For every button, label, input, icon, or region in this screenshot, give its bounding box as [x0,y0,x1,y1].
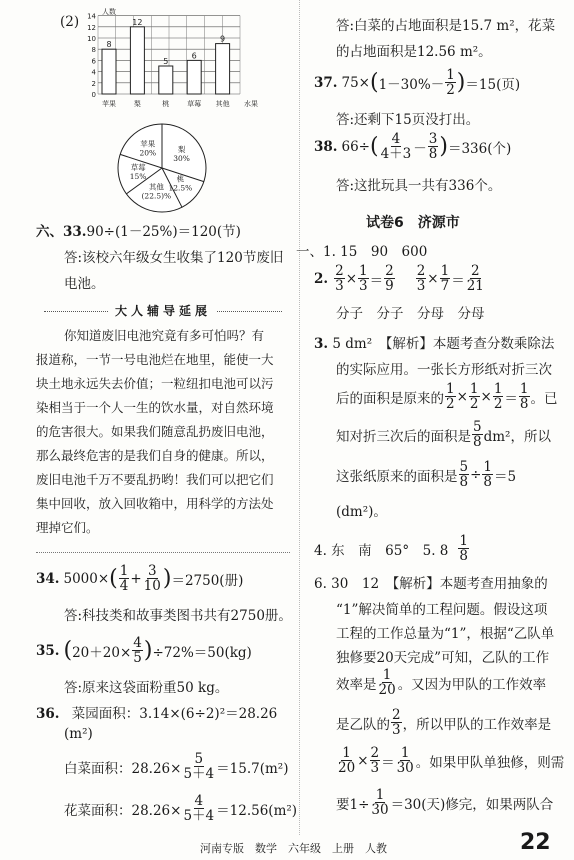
q37-line [314,68,520,97]
p6-line7: $\frac{1}{20}$ × $\frac{2}{3}$ ＝ $\frac{1}{30}$ 。如果甲队单独修，则需 [338,745,565,777]
numerator: 1 [446,381,455,397]
denominator: 21 [466,278,484,295]
pie-slice-name: 桃 [176,174,185,184]
q36-answer-line1: 答:白菜的占地面积是15.7 m²，花菜 [336,18,556,34]
p6-text8a: 要1÷ [336,796,370,813]
p4-line [314,534,470,563]
bar [187,60,201,94]
numerator: 1 [446,67,455,83]
denominator: 10 [143,578,161,595]
denominator: 3 [416,278,426,295]
p3-text4a: 知对折三次后的面积是 [336,428,471,445]
denominator: 5＋4 [183,766,215,783]
bar-value-label: 9 [220,34,226,44]
frac-half [493,382,504,411]
p3-line1 [314,332,554,352]
numerator: 1 [519,381,529,397]
numerator: 1 [440,263,450,279]
denominator: 30 [371,802,389,819]
x-tick-label: 草莓 [187,100,202,108]
section-divider [36,552,290,553]
denominator: 8 [473,434,482,451]
q36-cauliflower-part-a: 花菜面积：28.26× [64,802,182,819]
frac-1-20 [378,668,397,697]
times-sign: × [345,270,357,287]
denominator: 4 [119,578,129,595]
plus-sign: + [130,570,142,587]
p2-number: 2. [314,270,329,287]
denominator: 2 [446,396,455,413]
paren-open: ( [370,69,379,95]
frac-1-8 [482,460,493,489]
frac-5-8 [472,420,483,449]
p6-text6a: 是乙队的 [336,716,390,733]
denominator: 7 [440,278,450,295]
para-line: 那么最终危害的是我们自身的健康。所以， [36,448,274,463]
equals-sign: ＝ [451,272,465,289]
q34-answer: 答:科技类和故事类图书共有2750册。 [64,608,292,624]
q36-line1 [36,702,277,722]
bar-value-label: 8 [106,40,112,50]
pie-slice-name: 苹果 [140,139,156,149]
bar-value-label: 5 [163,57,169,66]
q36-cauliflower-fraction [182,794,215,823]
q36-cabbage-fraction [182,752,215,781]
pie-slice-percent: 30% [173,153,190,163]
numerator: 4 [391,131,401,147]
denominator: 3 [335,278,344,295]
x-tick-label: 水果 [244,100,258,108]
p6-line3: 工程的工作总量为“1”，根据“乙队单 [336,626,555,642]
page-number: 22 [520,830,551,855]
q34-number: 34. [36,570,60,587]
p3-line5: 这张纸原来的面积是 $\frac{5}{8}$ ÷ $\frac{1}{8}$ ＝5 [336,459,517,491]
y-tick-label: 0 [91,91,96,99]
q33-expression: 90÷(1－25%)＝120(节) [86,224,241,240]
frac-2-3 [370,746,381,775]
bar [216,44,230,94]
p3-line3: 后的面积是原来的 $\frac{1}{2}$ × $\frac{1}{2}$ × $\frac{1}{2}$ ＝ $\frac{1}{8}$ 。已 [336,381,558,413]
p2-answers: 分子 分子 分母 分母 [336,306,485,322]
frac-2-3 [391,708,402,737]
p3-line2: 的实际应用。一张长方形纸对折三次 [336,362,552,378]
bar [102,49,116,94]
q34-part-b: ＝2750(册) [171,572,244,589]
pie-slice-percent: (22.5)% [141,191,172,201]
pie-slice-percent: 12.5% [168,183,193,193]
p2-frac-d [416,264,427,293]
equals-sign: ＝ [369,272,384,289]
p6-line5 [336,668,546,697]
p6-line1: 6. 30 12 【解析】本题考查用抽象的 [314,576,548,592]
footer [0,830,574,860]
numerator: 2 [370,745,380,761]
y-tick-label: 12 [87,23,96,32]
paper-title: 试卷6 济源市 [366,215,460,231]
bar-value-label: 6 [191,51,197,61]
para-line: 块土地永远失去价值；一粒纽扣电池可以污 [36,376,274,391]
numerator: 1 [382,667,392,683]
q36-cauliflower-part-b: ＝12.56(m²) [216,802,298,819]
p3-text3a: 后的面积是原来的 [336,390,444,407]
denominator: 2 [469,396,479,413]
q36-unit: (m²) [64,726,93,742]
y-tick-label: 14 [87,12,96,21]
q37-part-c: ＝15(页) [465,76,521,93]
x-tick-label: 桃 [162,100,170,108]
p4-text: 4. 东 南 65° 5. 8 [314,542,449,559]
pie-slice-percent: 15% [129,171,147,181]
footer-text: 河南专版 数学 六年级 上册 人教 [200,842,387,855]
denominator: 5＋4 [183,808,215,825]
numerator: 2 [392,707,401,723]
denominator: 8 [459,474,469,491]
paren-open: ( [370,133,379,159]
numerator: 2 [335,263,344,279]
q2-label: (2) [60,14,80,30]
pie-chart-svg [112,118,212,218]
pie-slice-percent: 20% [139,148,157,158]
x-tick-label: 苹果 [102,100,116,108]
q33-answer-line1: 答:该校六年级女生收集了120节废旧 [64,250,284,266]
minus-sign: － [413,140,427,157]
para-line: 废旧电池千万不要乱扔哟！我们可以把它们 [36,472,274,487]
p3-line6: (dm²)。 [336,504,387,520]
numerator: 1 [359,263,368,279]
p2-frac-c [384,264,395,293]
frac-1-30 [370,788,389,817]
x-tick-label: 梨 [133,100,141,108]
numerator: 5 [194,751,204,767]
q35-number: 35. [36,642,60,659]
pie-slice-name: 梨 [177,144,186,154]
q35-fraction [132,636,143,665]
p2-frac-b [358,264,369,293]
frac-half [445,382,456,411]
q34-fraction2 [143,564,162,593]
denominator: 3 [359,278,368,295]
p6-text5b: 。又因为甲队的工作效率 [397,676,547,693]
p3-text3b: 。已 [530,390,558,407]
para-line: 你知道废旧电池究竟有多可怕吗？有 [64,328,265,343]
q38-answer: 答:这批玩具一共有336个。 [336,178,502,194]
denominator: 20 [378,682,396,699]
q33-answer-line2: 电池。 [64,276,105,292]
q37-answer: 答:还剩下15页没打出。 [336,112,480,128]
p6-line6 [336,708,551,737]
q36-cauliflower-line [64,794,297,823]
denominator: 2 [493,396,503,413]
q34-fraction1 [119,564,130,593]
q38-fraction1 [380,132,413,161]
numerator: 2 [470,263,480,279]
numerator: 1 [342,745,351,761]
y-tick-label: 10 [87,35,96,43]
paren-close: ) [456,69,466,95]
q36-cabbage-part-b: ＝15.7(m²) [216,760,289,777]
q34-line [36,564,243,593]
p6-text5a: 效率是 [336,676,377,693]
numerator: 4 [133,635,142,651]
paren-open: ( [63,637,73,663]
numerator: 1 [493,381,503,397]
q37-fraction [445,68,456,97]
q38-line [314,132,511,161]
paren-open: ( [109,565,118,591]
times-sign: × [427,270,439,287]
pie-chart [112,118,212,218]
pie-slice-name: 其他 [148,182,164,192]
p6-line2: “1”解决简单的工程问题。假设这项 [336,602,548,618]
q35-line [36,636,252,665]
para-line: 理掉它们。 [36,520,99,535]
q37-part-a: 75× [341,74,370,91]
q38-part-c: ＝336(个) [447,140,512,157]
q38-number: 38. [314,138,338,155]
denominator: 9 [385,278,394,295]
frac-eighth [519,382,530,411]
y-tick-label: 2 [91,79,96,88]
denominator: 20 [338,760,356,777]
p2-frac-e [440,264,451,293]
section-header [36,304,290,318]
paren-close: ) [143,637,153,663]
q36-cabbage-line [64,752,288,781]
p2-frac-f [466,264,485,293]
section-title: 大人辅导延展 [109,302,217,319]
q33-prefix: 六、33. [36,224,87,240]
q34-part-a: 5000× [63,570,110,587]
q36-cabbage-part-a: 白菜面积：28.26× [64,760,182,777]
p2-line [314,264,486,293]
q36-garden-area: 菜园面积：3.14×(6÷2)²＝28.26 [71,706,278,722]
denominator: 2 [446,82,455,99]
para-line: 集中回收，放入回收箱中，用科学的方法处 [36,496,274,511]
pie-slice-name: 草莓 [130,162,146,172]
q33-line [36,220,241,240]
p3-text4b: dm²，所以 [483,428,551,445]
numerator: 1 [483,459,492,475]
numerator: 5 [459,459,469,475]
p6-text8b: ＝30(天)修完，如果两队合 [390,796,554,813]
bar-value-label: 12 [132,17,143,27]
p3-number: 3. [314,336,329,352]
para-line: 报道称，一节一号电池烂在地里，能使一大 [36,352,274,367]
numerator: 1 [119,563,129,579]
denominator: 30 [396,760,414,777]
frac-1-8 [458,534,469,563]
p6-text6b: ，所以甲队的工作效率是 [402,716,552,733]
y-tick-label: 6 [91,57,96,66]
denominator: 3 [392,722,401,739]
column-divider [299,0,300,835]
frac-1-30 [396,746,415,775]
denominator: 5 [133,650,142,667]
bar-chart-svg [86,8,266,118]
numerator: 4 [194,793,204,809]
numerator: 3 [428,131,438,147]
numerator: 3 [147,563,157,579]
numerator: 5 [473,419,482,435]
numerator: 1 [375,787,385,803]
numerator: 1 [469,381,479,397]
q38-fraction2 [428,132,439,161]
p1-answers: 一、1. 15 90 600 [296,244,428,260]
paren-close: ) [439,133,448,159]
p6-line8 [336,788,553,817]
q37-part-b: 1－30%－ [378,76,445,93]
frac-half [469,382,480,411]
denominator: 3 [370,760,380,777]
numerator: 1 [400,745,410,761]
q35-answer: 答:原来这袋面粉重50 kg。 [64,680,229,696]
q37-number: 37. [314,74,338,91]
q35-part-b: ÷72%＝50(kg) [152,644,252,661]
frac-1-20 [337,746,356,775]
p3-text5b: ＝5 [494,468,517,485]
denominator: 4＋3 [380,146,412,163]
numerator: 2 [385,263,394,279]
q36-answer-line2: 的占地面积是12.56 m²。 [336,44,492,60]
p6-line4: 独修要20天完成”可知，乙队的工作 [336,650,550,666]
p2-frac-a [334,264,345,293]
q38-part-a: 66÷ [341,138,370,155]
y-tick-label: 8 [91,46,96,55]
bar [130,27,144,94]
numerator: 2 [416,263,426,279]
denominator: 8 [519,396,529,413]
bar-chart [86,8,266,118]
p6-text7b: 。如果甲队单独修，则需 [415,754,565,771]
y-tick-label: 4 [91,68,96,77]
denominator: 8 [459,548,468,565]
p3-line4 [336,420,551,449]
bar [159,66,173,94]
numerator: 1 [459,533,468,549]
p3-text1: 5 dm² 【解析】本题考查分数乘除法 [332,336,555,352]
y-axis-unit: 人数 [102,8,116,16]
denominator: 8 [483,474,492,491]
p3-text5a: 这张纸原来的面积是 [336,468,458,485]
denominator: 8 [428,146,438,163]
para-line: 染相当于一个人一生的饮水量，对自然环境 [36,400,274,415]
q36-number: 36. [36,706,60,722]
q35-part-a: 20＋20× [72,644,132,661]
paren-close: ) [162,565,172,591]
x-tick-label: 其他 [215,100,230,108]
frac-5-8 [459,460,470,489]
para-line: 的危害很大。如果我们随意乱扔废旧电池， [36,424,274,439]
